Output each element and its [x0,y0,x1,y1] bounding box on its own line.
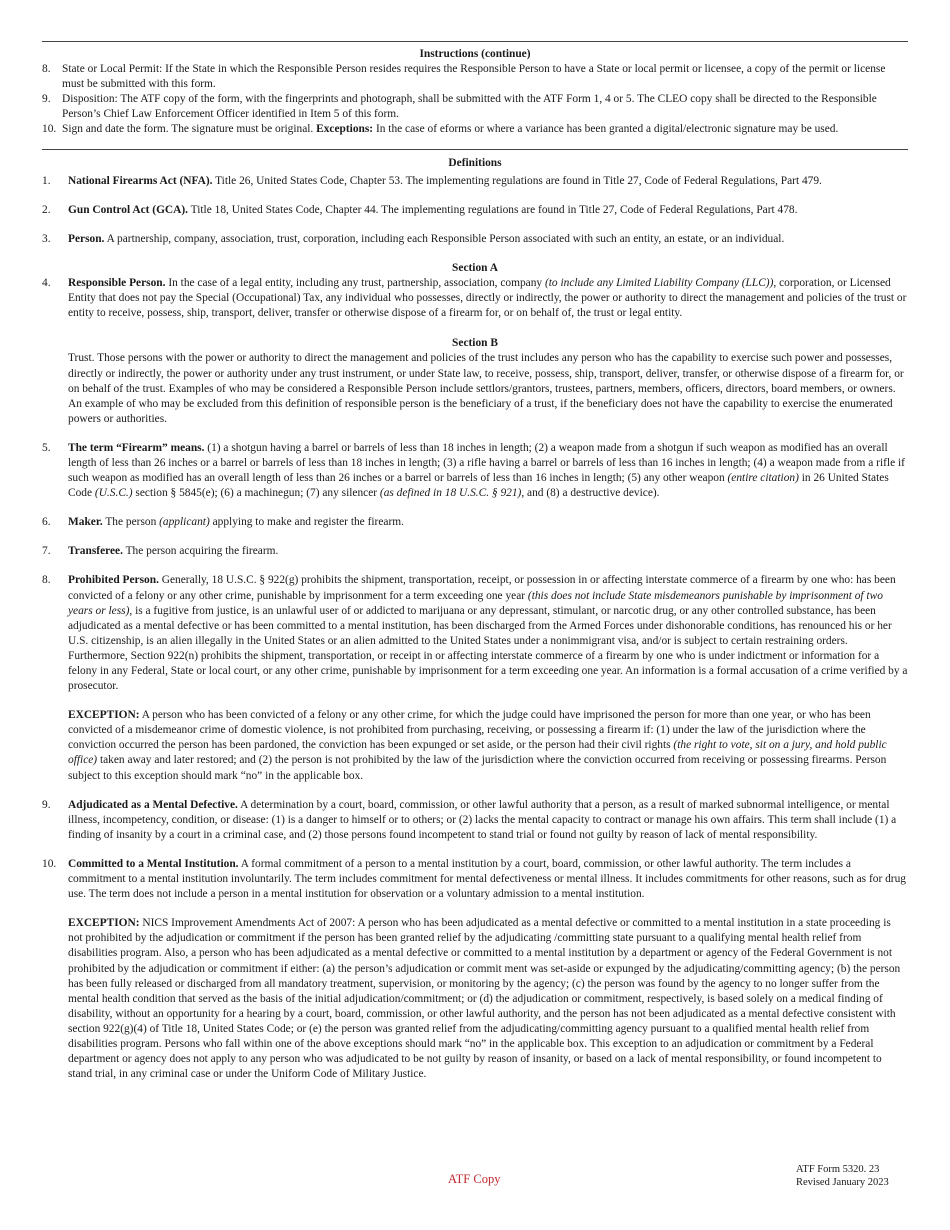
definition-number: 2. [42,203,51,216]
definition-italic: (this does not include State misdemeanors punishable by imprisonment of two years or less) [68,589,883,617]
definition-term: Adjudicated as a Mental Defective. [68,798,238,811]
exception-label: EXCEPTION: [68,917,140,930]
definition-number: 4. [42,277,51,290]
definition-term: Prohibited Person. [68,574,159,587]
prohibited-person-exception [42,708,908,783]
definition-term: Committed to a Mental Institution. [68,857,239,870]
definition-italic: (applicant) [159,516,210,529]
definition-text: section § 5845(e); (6) a machinegun; (7) any silencer [132,487,380,500]
definition-person [42,232,908,247]
definition-text: , and (8) a destructive device). [521,487,660,500]
definition-text: In the case of a legal entity, including any trust, partnership, association, company [165,277,545,290]
instruction-item [42,122,908,137]
definition-term: Responsible Person. [68,277,166,290]
definition-number: 8. [42,574,51,587]
section-b-heading: Section B [452,337,498,350]
definition-number: 5. [42,441,51,454]
instructions-heading: Instructions (continue) [419,48,531,60]
item-number: 8. [42,63,51,76]
exception-text: A person who has been convicted of a felony or any other crime, for which the judge could have imprisoned the person for more than one year, or who has been convicted of a misdemeanor crime of domestic violence, is not prohibited from purchasing, receiving, or possessing a firearm if: (1) under the law of the jurisdiction where the conviction occurred the person has been pardoned, the conviction has been expunged or set aside, or the person had their civil rights [68,709,871,752]
instruction-item [42,92,908,122]
definition-responsible-person [42,276,908,321]
definition-maker [42,515,908,530]
section-a-heading: Section A [452,261,498,274]
definition-number: 1. [42,174,51,187]
definition-number: 9. [42,798,51,811]
definition-text: Title 26, United States Code, Chapter 53. The implementing regulations are found in Title 27, Code of Federal Regulations, Part 479. [212,174,822,187]
definition-text: A partnership, company, association, trust, corporation, including each Responsible Person associated with such an entity, an estate, or an individual. [104,232,785,245]
definition-prohibited-person [42,573,908,694]
item-number: 9. [42,93,51,106]
form-number-block [796,1163,889,1189]
definition-text: Title 18, United States Code, Chapter 44. The implementing regulations are found in Title 27, Code of Federal Regulations, Part 478. [188,203,798,216]
mental-institution-exception [42,916,908,1082]
definition-number: 6. [42,516,51,529]
definition-firearm [42,441,908,501]
definition-text: applying to make and register the firearm. [209,516,404,529]
exceptions-label: Exceptions: [316,123,374,136]
document-page [42,0,908,1082]
definition-text: (1) a shotgun having a barrel or barrels of less than 18 inches in length; (2) a weapon made from a shotgun if such weapon as modified has an overall length of less than 26 inches or a barrel or barrels of less than 18 inches in length; (3) a rifle having a barrel or barrels of less than 16 inches in length; (4) a weapon made from a rifle if such weapon as modified has an overall length of less than 26 inches or a barrel or barrels of less than 16 inches in length; (5) any other weapon [68,441,905,485]
definition-transferee [42,544,908,559]
definition-text: , is a fugitive from justice, is an unlawful user of or addicted to marijuana or any depressant, stimulant, or narcotic drug, or any other controlled substance, has been adjudicated as a mental defective or has been committed to a mental institution, has been discharged from the Armed Forces under dishonorable conditions, has renounced his or her U.S. citizenship, is an alien illegally in the United States or an alien admitted to the United States under a nonimmigrant visa, and/or is subject to certain restraining orders. Furthermore, Section 922(n) prohibits the shipment, transportation, or receipt in or affecting interstate commerce of a firearm by one who is under indictment or information for a felony in any Federal, State or local court, or any other crime, punishable by imprisonment for a term exceeding one year. An information is a formal accusation of a crime verified by a prosecutor. [68,604,908,693]
definition-number: 3. [42,232,51,245]
definition-italic: (as defined in 18 U.S.C. § 921) [379,487,522,500]
definition-italic: (entire citation) [727,472,799,485]
revision-date: Revised January 2023 [796,1177,889,1188]
definition-term: The term “Firearm” means. [68,441,205,454]
definition-italic: (to include any Limited Liability Company (LLC)) [544,277,774,290]
definition-text: A formal commitment of a person to a mental institution by a court, board, commission, or other lawful authority. The term includes a commitment to a mental institution involuntarily. The term includes commitment for mental defectiveness or mental illness. It includes commitments for other reasons, such as for drug use. The term does not include a person in a mental institution for observation or a voluntary admission to a mental institution. [68,857,906,901]
definition-number: 7. [42,545,51,558]
definition-gca [42,203,908,218]
section-b-text: Trust. Those persons with the power or authority to direct the management and policies of the trust includes any person who has the capability to exercise such power and possesses, directly or indirectly, the power or authority under any trust instrument, or under State law, to receive, possess, ship, transport, deliver, transfer, or otherwise dispose of a firearm for, or on behalf of the trust. Examples of who may be considered a Responsible Person include settlors/grantors, trustees, partners, members, officers, directors, board members, or owners. An example of who may be excluded from this definition of responsible person is the beneficiary of a trust, if the beneficiary does not have the capability to exercise the enumerated powers or authorities. [68,352,904,425]
definition-term: Gun Control Act (GCA). [68,203,189,216]
exception-text: taken away and later restored; and (2) the person is not prohibited by the law of the jurisdiction where the conviction occurred from receiving or possessing firearms. Person subject to this exception should mark “no” in the applicable box. [68,754,887,782]
definition-term: Person. [68,232,105,245]
definition-italic: (U.S.C.) [94,487,133,500]
definition-term: Maker. [68,516,103,529]
definition-term: Transferee. [68,545,123,558]
item-text: In the case of eforms or where a variance has been granted a digital/electronic signature may be used. [373,123,839,136]
definition-text: in 26 United States Code [68,472,889,500]
definition-text: , corporation, or Licensed Entity that does not pay the Special (Occupational) Tax, any individual who possesses, directly or indirectly, the power or authority to direct the management and policies of the trust or entity to receive, possess, ship, transport, deliver, transfer or otherwise dispose of a firearm for, or on behalf of, the trust or legal entity. [68,277,907,320]
definition-text: The person acquiring the firearm. [122,545,279,558]
definition-term: National Firearms Act (NFA). [68,174,213,187]
exception-label: EXCEPTION: [68,709,140,722]
section-rule [42,149,908,150]
definition-text: The person [102,516,160,529]
instruction-item [42,62,908,92]
item-text: State or Local Permit: If the State in which the Responsible Person resides requires the Responsible Person to have a State or local permit or licensee, a copy of the permit or license must be submitted with this form. [62,63,886,91]
definition-number: 10. [42,857,57,870]
definition-text: A determination by a court, board, commission, or other lawful authority that a person, as a result of marked subnormal intelligence, or mental illness, incompetency, condition, or disease: (1) is a danger to himself or to others; or (2) lacks the mental capacity to contract or manage his own affairs. This term shall include (1) a finding of insanity by a court in a criminal case, and (2) those persons found incompetent to stand trial or found not guilty by reason of lack of mental responsibility. [68,798,897,841]
exception-text: NICS Improvement Amendments Act of 2007: A person who has been adjudicated as a mental defective or committed to a mental institution in a state proceeding is not prohibited by the adjudication or commitment if the person has been granted relief by the adjudicating /committing state pursuant to a qualifying mental health relief from disabilities program. Also, a person who has been adjudicated as a mental defective or committed to a mental institution by a department or agency of the Federal Government is not prohibited by the adjudication or commitment if either: (a) the person’s adjudication or commit ment was set-aside or expunged by the adjudicating/committing agency; (b) the person has been fully released or discharged from all mandatory treatment, supervision, or monitoring by the agency; (c) the person was found by the agency to no longer suffer from the mental health condition that served as the basis of the initial adjudication/commitment; or (d) the adjudication or commitment, respectively, is based solely on a medical finding of disability, without an opportunity for a hearing by a court, board, commission, or other lawful authority, and the person has not been adjudicated as a mental defective consistent with section 922(g)(4) of Title 18, United States Code; or (e) the person was granted relief from the adjudicating/committing agency pursuant to a qualified mental health relief from disabilities program. Persons who fall within one of the above exceptions should mark “no” in the applicable box. This exception to an adjudication or commitment by a Federal department or agency does not apply to any person who was adjudicated to be not guilty by reason of insanity, or based on a lack of mental responsibility, or found incompetent to stand trial, in any criminal case or under the Uniform Code of Military Justice. [68,917,901,1081]
definitions-heading: Definitions [448,156,502,169]
definition-mental-defective [42,798,908,843]
form-number: ATF Form 5320. 23 [796,1164,880,1175]
top-rule [42,41,908,42]
definition-text: Generally, 18 U.S.C. § 922(g) prohibits the shipment, transportation, receipt, or possession in or affecting interstate commerce of a firearm by one who: has been convicted of a felony or any other crime, punishable by imprisonment for a term exceeding one year [68,574,896,602]
item-number: 10. [42,123,57,136]
atf-copy-label: ATF Copy [448,1172,501,1186]
item-text: Sign and date the form. The signature must be original. [62,123,317,136]
exception-italic: (the right to vote, sit on a jury, and hold public office) [68,739,887,767]
definition-mental-institution [42,857,908,902]
definition-nfa [42,174,908,189]
item-text: Disposition: The ATF copy of the form, with the fingerprints and photograph, shall be submitted with the ATF Form 1, 4 or 5. The CLEO copy shall be directed to the Responsible Person’s Chief Law Enforcement Officer identified in Item 5 of this form. [62,93,877,121]
